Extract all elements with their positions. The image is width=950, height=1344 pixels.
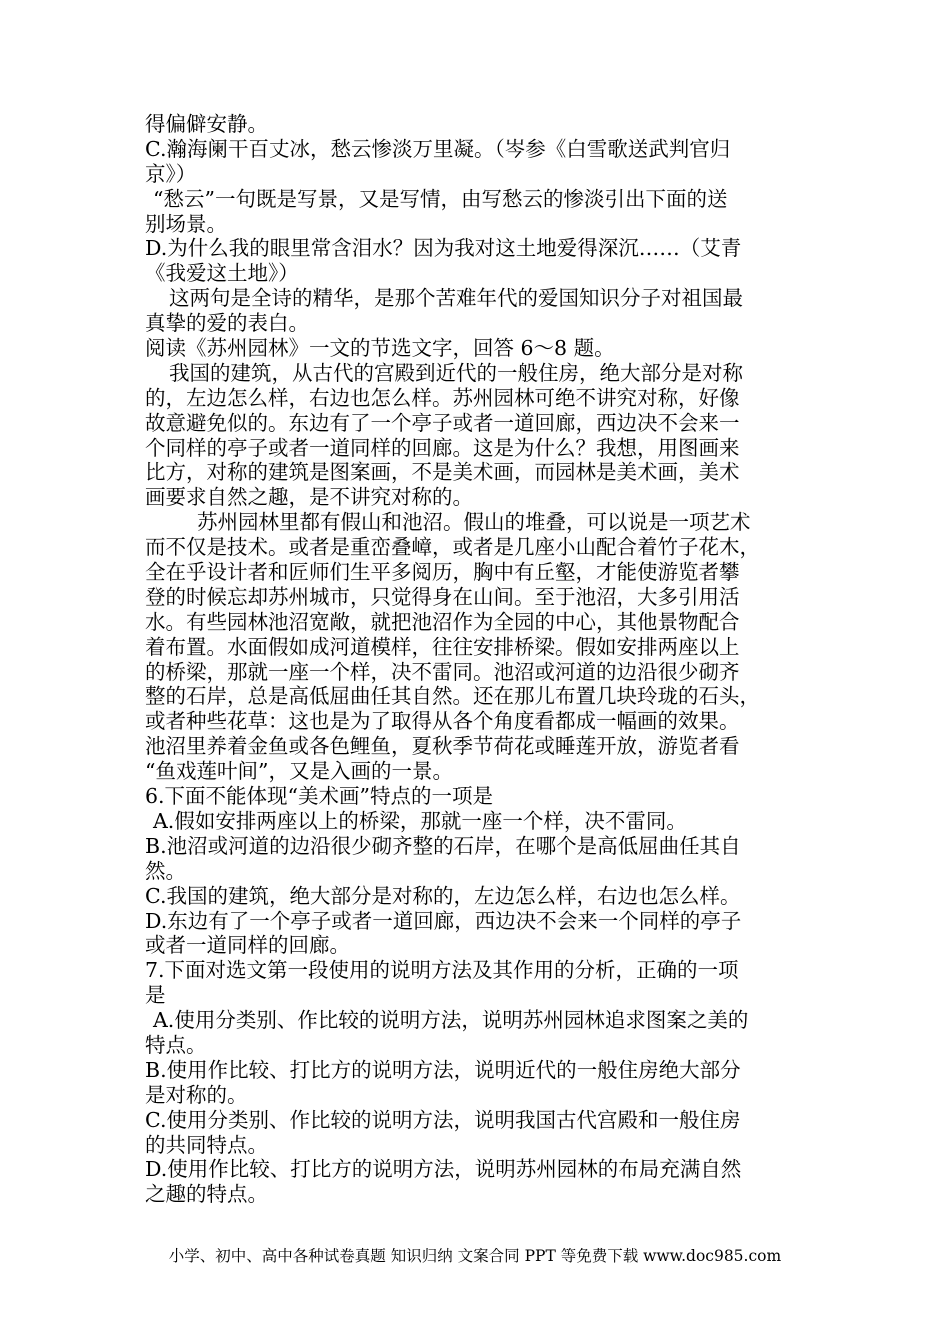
question-7-option-a: A.使用分类别、作比较的说明方法，说明苏州园林追求图案之美的 — [153, 1008, 749, 1033]
passage-line: 的，左边怎么样，右边也怎么样。苏州园林可绝不讲究对称，好像 — [145, 385, 740, 410]
text-line: 京》） — [145, 161, 197, 186]
reading-instruction: 阅读《苏州园林》一文的节选文字，回答 6～8 题。 — [145, 336, 615, 361]
question-7-option-d: D.使用作比较、打比方的说明方法，说明苏州园林的布局充满自然 — [145, 1157, 742, 1182]
question-7-option-c: C.使用分类别、作比较的说明方法，说明我国古代宫殿和一般住房 — [145, 1107, 741, 1132]
passage-line: 整的石岸，总是高低屈曲任其自然。还在那儿布置几块玲珑的石头， — [145, 684, 760, 709]
passage-line: 故意避免似的。东边有了一个亭子或者一道回廊，西边决不会来一 — [145, 410, 740, 435]
passage-line: 水。有些园林池沼宽敞，就把池沼作为全园的中心，其他景物配合 — [145, 609, 740, 634]
question-7-option-c: 的共同特点。 — [145, 1132, 268, 1157]
document-body — [145, 112, 815, 1207]
passage-line: “鱼戏莲叶间”，又是入画的一景。 — [145, 759, 453, 784]
text-line: 这两句是全诗的精华，是那个苦难年代的爱国知识分子对祖国最 — [169, 286, 743, 311]
passage-line: 的桥梁，那就一座一个样，决不雷同。池沼或河道的边沿很少砌齐 — [145, 659, 740, 684]
question-7-option-b: 是对称的。 — [145, 1082, 248, 1107]
passage-line: 或者种些花草：这也是为了取得从各个角度看都成一幅画的效果。 — [145, 709, 740, 734]
text-line: 得偏僻安静。 — [145, 112, 268, 136]
passage-line: 着布置。水面假如成河道模样，往往安排桥梁。假如安排两座以上 — [145, 634, 740, 659]
question-7-option-b: B.使用作比较、打比方的说明方法，说明近代的一般住房绝大部分 — [145, 1057, 741, 1082]
question-7: 7.下面对选文第一段使用的说明方法及其作用的分析，正确的一项 — [145, 958, 739, 983]
question-6-option-a: A.假如安排两座以上的桥梁，那就一座一个样，决不雷同。 — [153, 808, 687, 833]
passage-line: 池沼里养着金鱼或各色鲤鱼，夏秋季节荷花或睡莲开放，游览者看 — [145, 734, 740, 759]
question-7-option-a: 特点。 — [145, 1032, 207, 1057]
passage-line: 比方，对称的建筑是图案画，不是美术画，而园林是美术画，美术 — [145, 460, 740, 485]
question-6-option-d: 或者一道同样的回廊。 — [145, 933, 350, 958]
passage-line: 苏州园林里都有假山和池沼。假山的堆叠，可以说是一项艺术 — [197, 510, 751, 535]
option-c-line: C.瀚海阑干百丈冰，愁云惨淡万里凝。（岑参《白雪歌送武判官归 — [145, 136, 731, 161]
passage-line: 登的时候忘却苏州城市，只觉得身在山间。至于池沼，大多引用活 — [145, 584, 740, 609]
question-6-option-d: D.东边有了一个亭子或者一道回廊，西边决不会来一个同样的亭子 — [145, 908, 742, 933]
passage-line: 画要求自然之趣，是不讲究对称的。 — [145, 485, 473, 510]
question-7-option-d: 之趣的特点。 — [145, 1182, 268, 1207]
text-line: 《我爱这土地》） — [145, 261, 299, 286]
passage-line: 我国的建筑，从古代的宫殿到近代的一般住房，绝大部分是对称 — [169, 360, 743, 385]
passage-line: 而不仅是技术。或者是重峦叠嶂，或者是几座小山配合着竹子花木， — [145, 535, 760, 560]
question-6: 6.下面不能体现“美术画”特点的一项是 — [145, 784, 494, 809]
option-d-line: D.为什么我的眼里常含泪水？因为我对这土地爱得深沉……（艾青 — [145, 236, 742, 261]
text-line: “愁云”一句既是写景，又是写情，由写愁云的惨淡引出下面的送 — [153, 186, 728, 211]
question-6-option-b: B.池沼或河道的边沿很少砌齐整的石岸，在哪个是高低屈曲任其自 — [145, 833, 741, 858]
question-7: 是 — [145, 983, 166, 1008]
question-6-option-b: 然。 — [145, 858, 186, 883]
passage-line: 个同样的亭子或者一道同样的回廊。这是为什么？我想，用图画来 — [145, 435, 740, 460]
page-footer: 小学、初中、高中各种试卷真题 知识归纳 文案合同 PPT 等免费下载 www.doc985.com — [168, 1247, 782, 1265]
text-line: 真挚的爱的表白。 — [145, 311, 309, 336]
question-6-option-c: C.我国的建筑，绝大部分是对称的，左边怎么样，右边也怎么样。 — [145, 883, 741, 908]
passage-line: 全在乎设计者和匠师们生平多阅历，胸中有丘壑，才能使游览者攀 — [145, 560, 740, 585]
text-line: 别场景。 — [145, 211, 227, 236]
